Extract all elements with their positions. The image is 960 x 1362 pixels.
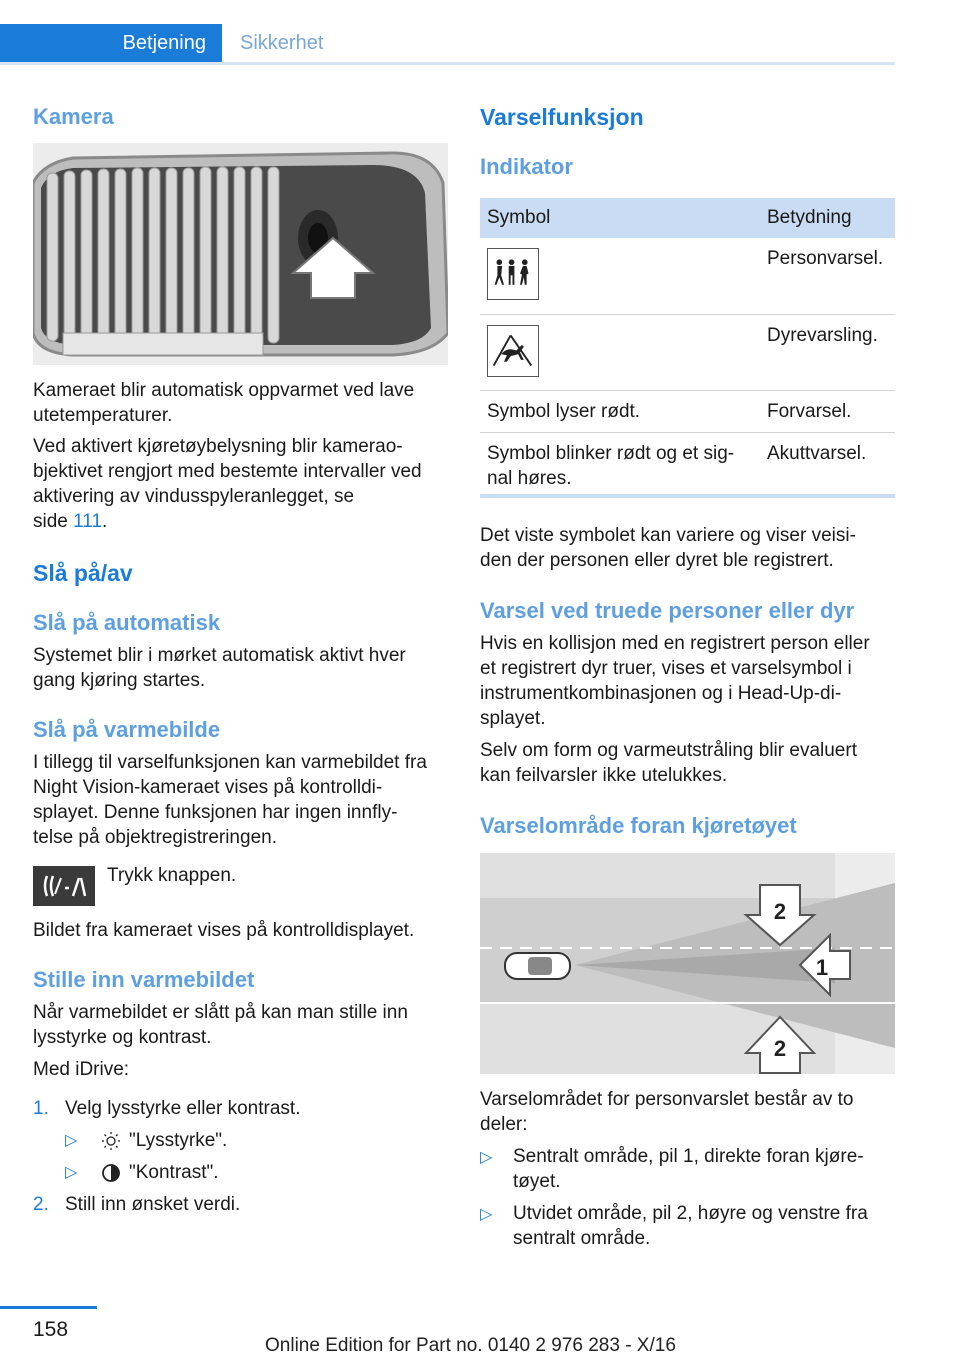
- side-text: side: [33, 511, 74, 532]
- arrow-2-top-label: 2: [773, 899, 787, 924]
- truede-paragraph-a: Hvis en kollisjon med en registrert person eller: [480, 633, 870, 654]
- omraadet-paragraph-a: Varselområdet for personvarslet består av to: [480, 1089, 854, 1110]
- arrow-2-bottom-label: 2: [773, 1036, 787, 1061]
- page-number: 158: [33, 1318, 69, 1341]
- night-vision-button-icon: [33, 866, 95, 906]
- table-row: [480, 238, 895, 314]
- varme-paragraph-d: telse på objektregistreringen.: [33, 827, 277, 848]
- header-tabs: [0, 24, 895, 65]
- car-icon: [505, 953, 570, 979]
- idrive-text: Med iDrive:: [33, 1059, 130, 1080]
- step-1-number: 1.: [33, 1098, 49, 1119]
- bullet-2-icon: ▷: [480, 1206, 493, 1223]
- edition-footer: Online Edition for Part no. 0140 2 976 283 - X/16: [265, 1335, 676, 1356]
- page-link-111[interactable]: 111: [73, 511, 103, 532]
- period: .: [102, 511, 108, 532]
- stille-inn-heading: Stille inn varmebildet: [33, 967, 255, 992]
- kamera-paragraph-1: Kameraet blir automatisk oppvarmet ved lave utetemperaturer.: [33, 380, 415, 426]
- shown-symbol-paragraph-b: den der personen eller dyret ble registrert.: [480, 550, 834, 571]
- omraade-heading: Varselområde foran kjøretøyet: [480, 813, 797, 838]
- contrast-icon: [101, 1163, 121, 1188]
- step-1-text: Velg lysstyrke eller kontrast.: [65, 1098, 301, 1119]
- red-symbol-cell: Symbol lyser rødt.: [480, 390, 760, 432]
- bullet-2-line-a: Utvidet område, pil 2, høyre og venstre fra: [513, 1203, 868, 1224]
- animal-warning-symbol-cell: [480, 314, 760, 390]
- slaa-paa-varmebilde-heading: Slå på varmebilde: [33, 717, 221, 742]
- varme-paragraph-c: splayet. Denne funksjonen har ingen innfly-: [33, 802, 398, 823]
- header-symbol: Symbol: [480, 198, 760, 238]
- arrow-1-label: 1: [815, 955, 829, 980]
- sub-2-text: "Kontrast".: [129, 1162, 219, 1183]
- blink-symbol-line-a: Symbol blinker rødt og et sig-: [487, 442, 735, 464]
- slaa-paa-av-heading: Slå på/av: [33, 560, 133, 586]
- selv-paragraph-b: kan feilvarsler ikke utelukkes.: [480, 765, 728, 786]
- bullet-2-line-b: sentralt område.: [513, 1228, 651, 1249]
- stille-paragraph-b: lysstyrke og kontrast.: [33, 1027, 212, 1048]
- table-row: [480, 390, 895, 432]
- table-bottom-rule: [480, 494, 895, 498]
- header-betydning: Betydning: [760, 198, 895, 238]
- page-number-rule: [0, 1306, 97, 1309]
- varme-paragraph-a: I tillegg til varselfunksjonen kan varmebildet fra: [33, 752, 427, 773]
- animal-warning-icon: [487, 325, 539, 377]
- tab-sikkerhet[interactable]: Sikkerhet: [240, 32, 324, 54]
- kamera-paragraph-2a: Ved aktivert kjøretøybelysning blir kamerao-: [33, 436, 403, 457]
- omraadet-paragraph-b: deler:: [480, 1114, 528, 1135]
- kamera-paragraph-2d: [33, 509, 107, 534]
- press-button-text: Trykk knappen.: [107, 865, 237, 886]
- image-shown-text: Bildet fra kameraet vises på kontrolldisplayet.: [33, 920, 415, 941]
- varselfunksjon-heading: Varselfunksjon: [480, 104, 644, 130]
- person-warning-meaning: Personvarsel.: [760, 238, 895, 314]
- shown-symbol-paragraph-a: Det viste symbolet kan variere og viser veisi-: [480, 525, 856, 546]
- selv-paragraph-a: Selv om form og varmeutstråling blir evaluert: [480, 740, 857, 761]
- bullet-1-line-a: Sentralt område, pil 1, direkte foran kjøre-: [513, 1146, 864, 1167]
- truede-paragraph-b: et registrert dyr truer, vises et varselsymbol i: [480, 658, 852, 679]
- bullet-1-line-b: tøyet.: [513, 1171, 561, 1192]
- slaa-paa-automatisk-heading: Slå på automatisk: [33, 610, 221, 635]
- truede-paragraph-c: instrumentkombinasjonen og i Head-Up-di-: [480, 683, 842, 704]
- kamera-paragraph-2b: bjektivet rengjort med bestemte intervaller ved: [33, 461, 422, 482]
- akuttvarsel-meaning: Akuttvarsel.: [767, 442, 867, 464]
- sub-bullet-2-icon: ▷: [65, 1164, 78, 1181]
- sub-1-text: "Lysstyrke".: [129, 1130, 228, 1151]
- indicator-table: [480, 198, 895, 499]
- table-row: [480, 432, 895, 499]
- table-header-row: [480, 198, 895, 238]
- auto-paragraph-b: gang kjøring startes.: [33, 670, 206, 691]
- person-warning-icon: [487, 248, 539, 300]
- auto-paragraph-a: Systemet blir i mørket automatisk aktivt hver: [33, 645, 406, 666]
- forvarsel-meaning: Forvarsel.: [760, 390, 895, 432]
- step-2-text: Still inn ønsket verdi.: [65, 1194, 241, 1215]
- animal-warning-meaning: Dyrevarsling.: [760, 314, 895, 390]
- kamera-paragraph-2c: aktivering av vindusspyleranlegget, se: [33, 486, 355, 507]
- blink-symbol-line-b: nal høres.: [487, 467, 572, 489]
- bullet-1-icon: ▷: [480, 1149, 493, 1166]
- step-2-number: 2.: [33, 1194, 49, 1215]
- camera-grille-image: [33, 143, 448, 365]
- indikator-heading: Indikator: [480, 154, 573, 179]
- table-row: [480, 314, 895, 390]
- truede-heading: Varsel ved truede personer eller dyr: [480, 598, 855, 623]
- varme-paragraph-b: Night Vision-kameraet vises på kontrolldi-: [33, 777, 383, 798]
- blink-symbol-cell: [480, 432, 760, 499]
- warning-area-diagram: [480, 853, 895, 1074]
- truede-paragraph-d: splayet.: [480, 708, 546, 729]
- brightness-icon: [101, 1131, 121, 1156]
- stille-paragraph-a: Når varmebildet er slått på kan man stille inn: [33, 1002, 408, 1023]
- tab-betjening[interactable]: Betjening: [0, 24, 222, 62]
- sub-bullet-1-icon: ▷: [65, 1132, 78, 1149]
- kamera-heading: Kamera: [33, 104, 114, 129]
- person-warning-symbol-cell: [480, 238, 760, 314]
